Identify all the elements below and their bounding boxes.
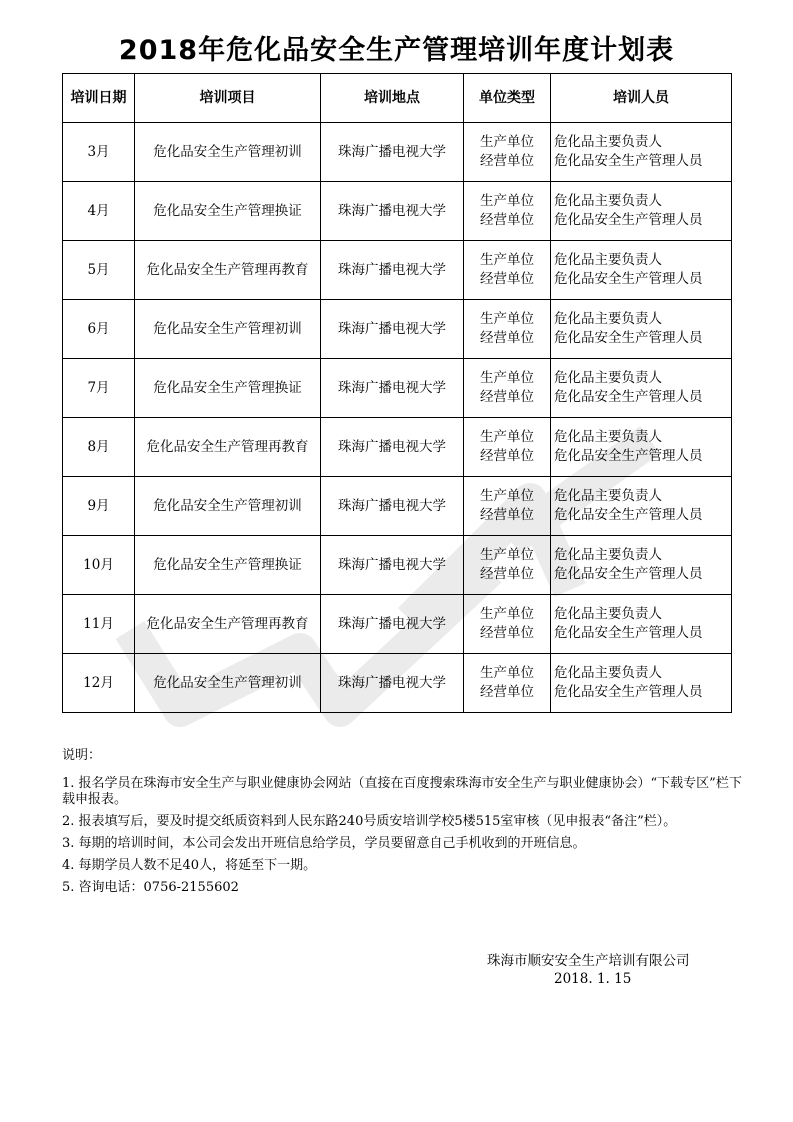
table-row xyxy=(63,654,732,713)
table-row xyxy=(63,536,732,595)
cell-trainees xyxy=(551,359,732,418)
table-row xyxy=(63,359,732,418)
cell-place: 珠海广播电视大学 xyxy=(321,300,464,359)
cell-trainees xyxy=(551,182,732,241)
cell-trainees-line: 危化品主要负责人 xyxy=(554,134,662,150)
table-row xyxy=(63,595,732,654)
cell-item: 危化品安全生产管理初训 xyxy=(135,123,321,182)
cell-unit-type-line: 经营单位 xyxy=(480,212,534,228)
cell-unit-type xyxy=(464,595,551,654)
cell-date: 3月 xyxy=(63,123,135,182)
cell-unit-type xyxy=(464,182,551,241)
cell-trainees xyxy=(551,477,732,536)
cell-trainees xyxy=(551,536,732,595)
cell-unit-type-line: 经营单位 xyxy=(480,330,534,346)
cell-place: 珠海广播电视大学 xyxy=(321,595,464,654)
cell-unit-type-line: 生产单位 xyxy=(480,606,534,622)
cell-unit-type xyxy=(464,300,551,359)
cell-trainees-line: 危化品安全生产管理人员 xyxy=(554,330,703,346)
table-row xyxy=(63,123,732,182)
cell-date: 7月 xyxy=(63,359,135,418)
cell-place: 珠海广播电视大学 xyxy=(321,359,464,418)
cell-unit-type xyxy=(464,241,551,300)
cell-unit-type-line: 经营单位 xyxy=(480,389,534,405)
cell-unit-type-line: 生产单位 xyxy=(480,193,534,209)
cell-trainees-line: 危化品主要负责人 xyxy=(554,488,662,504)
cell-unit-type-line: 经营单位 xyxy=(480,153,534,169)
note-item: 3. 每期的培训时间，本公司会发出开班信息给学员，学员要留意自己手机收到的开班信息。 xyxy=(62,836,586,851)
cell-trainees-line: 危化品主要负责人 xyxy=(554,252,662,268)
cell-item: 危化品安全生产管理换证 xyxy=(135,182,321,241)
cell-unit-type-line: 经营单位 xyxy=(480,625,534,641)
cell-date: 8月 xyxy=(63,418,135,477)
note-item: 2. 报表填写后，要及时提交纸质资料到人民东路240号质安培训学校5楼515室审核（见申报表“备注”栏）。 xyxy=(62,814,677,829)
cell-unit-type-line: 经营单位 xyxy=(480,684,534,700)
cell-trainees xyxy=(551,123,732,182)
cell-item: 危化品安全生产管理初训 xyxy=(135,300,321,359)
cell-trainees xyxy=(551,300,732,359)
table-row xyxy=(63,300,732,359)
note-item: 5. 咨询电话：0756-2155602 xyxy=(62,880,239,895)
cell-unit-type-line: 生产单位 xyxy=(480,665,534,681)
cell-place: 珠海广播电视大学 xyxy=(321,182,464,241)
cell-trainees-line: 危化品安全生产管理人员 xyxy=(554,448,703,464)
cell-date: 4月 xyxy=(63,182,135,241)
cell-place: 珠海广播电视大学 xyxy=(321,477,464,536)
cell-item: 危化品安全生产管理再教育 xyxy=(135,418,321,477)
cell-place: 珠海广播电视大学 xyxy=(321,123,464,182)
cell-item: 危化品安全生产管理换证 xyxy=(135,359,321,418)
notes-heading: 说明： xyxy=(62,748,102,763)
cell-unit-type xyxy=(464,418,551,477)
cell-trainees-line: 危化品安全生产管理人员 xyxy=(554,566,703,582)
cell-unit-type xyxy=(464,359,551,418)
cell-trainees-line: 危化品安全生产管理人员 xyxy=(554,212,703,228)
cell-trainees-line: 危化品主要负责人 xyxy=(554,311,662,327)
cell-item: 危化品安全生产管理换证 xyxy=(135,536,321,595)
cell-unit-type-line: 经营单位 xyxy=(480,448,534,464)
notes-section xyxy=(62,748,742,902)
cell-unit-type xyxy=(464,536,551,595)
header-item: 培训项目 xyxy=(135,74,321,123)
training-plan-table xyxy=(62,73,732,713)
cell-trainees xyxy=(551,418,732,477)
cell-date: 12月 xyxy=(63,654,135,713)
signature-block xyxy=(487,952,727,988)
table-row xyxy=(63,182,732,241)
cell-unit-type-line: 生产单位 xyxy=(480,311,534,327)
cell-trainees xyxy=(551,241,732,300)
note-item: 1. 报名学员在珠海市安全生产与职业健康协会网站（直接在百度搜索珠海市安全生产与职业健康协会）“下载专区”栏下载申报表。 xyxy=(62,776,742,807)
header-place: 培训地点 xyxy=(321,74,464,123)
cell-unit-type-line: 生产单位 xyxy=(480,488,534,504)
cell-trainees-line: 危化品安全生产管理人员 xyxy=(554,389,703,405)
header-unit-type: 单位类型 xyxy=(464,74,551,123)
cell-place: 珠海广播电视大学 xyxy=(321,536,464,595)
cell-unit-type-line: 生产单位 xyxy=(480,370,534,386)
cell-trainees-line: 危化品安全生产管理人员 xyxy=(554,271,703,287)
table-row xyxy=(63,418,732,477)
cell-unit-type xyxy=(464,477,551,536)
cell-unit-type-line: 经营单位 xyxy=(480,271,534,287)
company-name: 珠海市顺安安全生产培训有限公司 xyxy=(487,953,690,969)
cell-unit-type-line: 经营单位 xyxy=(480,507,534,523)
cell-trainees-line: 危化品主要负责人 xyxy=(554,193,662,209)
note-item: 4. 每期学员人数不足40人，将延至下一期。 xyxy=(62,858,317,873)
cell-item: 危化品安全生产管理再教育 xyxy=(135,241,321,300)
cell-unit-type-line: 生产单位 xyxy=(480,252,534,268)
table-header-row xyxy=(63,74,732,123)
cell-date: 11月 xyxy=(63,595,135,654)
cell-trainees-line: 危化品主要负责人 xyxy=(554,665,662,681)
cell-trainees-line: 危化品安全生产管理人员 xyxy=(554,684,703,700)
header-trainees: 培训人员 xyxy=(551,74,732,123)
cell-trainees-line: 危化品主要负责人 xyxy=(554,606,662,622)
cell-date: 9月 xyxy=(63,477,135,536)
cell-item: 危化品安全生产管理初训 xyxy=(135,477,321,536)
cell-trainees-line: 危化品安全生产管理人员 xyxy=(554,153,703,169)
cell-place: 珠海广播电视大学 xyxy=(321,241,464,300)
cell-item: 危化品安全生产管理初训 xyxy=(135,654,321,713)
cell-trainees-line: 危化品安全生产管理人员 xyxy=(554,625,703,641)
cell-unit-type-line: 生产单位 xyxy=(480,134,534,150)
header-date: 培训日期 xyxy=(63,74,135,123)
cell-unit-type xyxy=(464,123,551,182)
cell-trainees-line: 危化品主要负责人 xyxy=(554,547,662,563)
cell-date: 10月 xyxy=(63,536,135,595)
cell-trainees-line: 危化品主要负责人 xyxy=(554,370,662,386)
page-title: 2018年危化品安全生产管理培训年度计划表 xyxy=(118,35,675,66)
cell-unit-type-line: 生产单位 xyxy=(480,547,534,563)
cell-unit-type xyxy=(464,654,551,713)
cell-trainees xyxy=(551,654,732,713)
signature-date: 2018. 1. 15 xyxy=(554,971,632,987)
table-row xyxy=(63,477,732,536)
cell-item: 危化品安全生产管理再教育 xyxy=(135,595,321,654)
table-row xyxy=(63,241,732,300)
cell-trainees-line: 危化品安全生产管理人员 xyxy=(554,507,703,523)
cell-place: 珠海广播电视大学 xyxy=(321,418,464,477)
cell-trainees-line: 危化品主要负责人 xyxy=(554,429,662,445)
cell-place: 珠海广播电视大学 xyxy=(321,654,464,713)
cell-date: 6月 xyxy=(63,300,135,359)
cell-date: 5月 xyxy=(63,241,135,300)
cell-unit-type-line: 经营单位 xyxy=(480,566,534,582)
cell-trainees xyxy=(551,595,732,654)
cell-unit-type-line: 生产单位 xyxy=(480,429,534,445)
